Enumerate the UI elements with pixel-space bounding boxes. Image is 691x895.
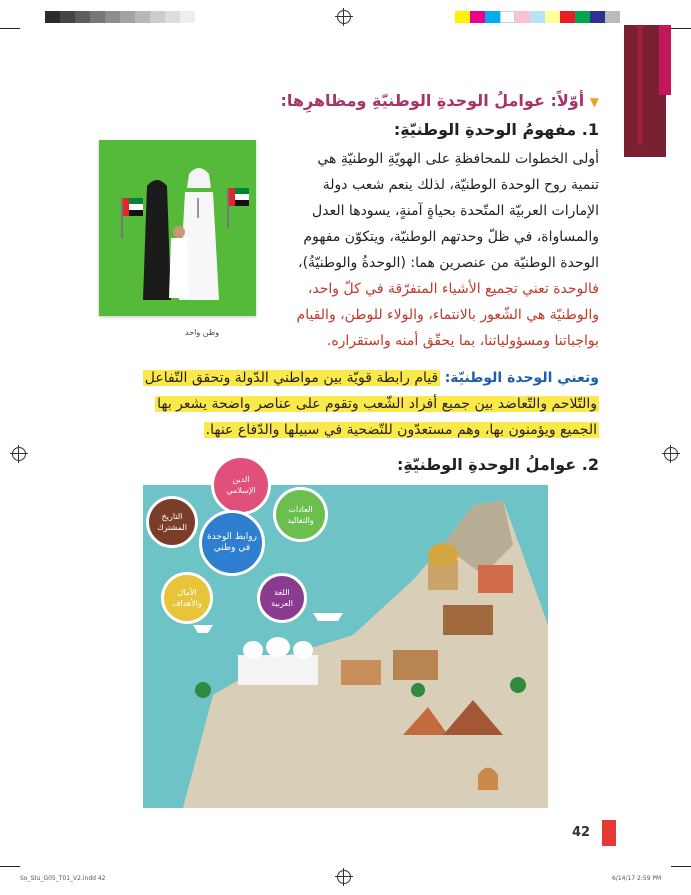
footer-file: So_Stu_G05_T01_V2.indd 42 [20,875,106,882]
text-line: تنمية روح الوحدة الوطنيّة، لذلك ينعم شعب دولة [322,177,599,193]
factor-bubble-language: اللغة العربية [257,573,307,623]
text-line-red: بواجباتنا ومسؤولياتنا، بما يحقّق أمنه واستقراره. [326,333,599,349]
page-number-bar [602,820,616,846]
subheading-factors: 2. عواملُ الوحدةِ الوطنيّةِ: [396,455,599,474]
diagram-center: روابط الوحدة في وطني [199,510,265,576]
definition-label: وتعني الوحدة الوطنيّة: [444,370,599,386]
uae-illustrated-map [143,475,548,808]
factor-bubble-history: التاريخ المشترك [146,496,198,548]
text-line: أولى الخطوات للمحافظةِ على الهويّةِ الوطنيّةِ هي [317,151,599,167]
family-illustration [99,140,256,316]
factor-bubble-customs: العادات والتقاليد [273,487,328,542]
crop-mark [0,866,20,867]
chapter-side-tab-accent [659,25,671,95]
subheading-concept: 1. مفهومُ الوحدةِ الوطنيّةِ: [393,120,599,139]
crop-mark [671,28,691,29]
highlighted-text: والتّلاحم والتّعاضد بين جميع أفراد الشّعب وتقوم على عناصر واضحة يشعر بها [157,396,597,412]
text-line [99,391,599,417]
factor-bubble-hopes: الآمال والأهداف [161,572,213,624]
text-line [99,417,599,443]
registration-mark-top [337,10,351,24]
page-number: 42 [572,825,591,840]
factor-bubble-religion: الدين الإسلامي [211,455,271,515]
text-line-red: فالوحدة تعني تجميع الأشياء المتفرّقة في كلّ واحد، [307,281,599,297]
footer-date: 6/14/17 2:59 PM [612,875,662,882]
registration-mark-right [664,447,678,461]
registration-mark-left [12,447,26,461]
text-line [99,365,599,391]
photo-caption: وطن واحد [185,328,220,337]
highlighted-text: قيام رابطة قويّة بين مواطني الدّولة وتحقق التّفاعل [144,370,439,386]
section-heading: ▼ أوّلاً: عواملُ الوحدةِ الوطنيّةِ ومظاهرِها: [280,91,599,110]
text-line: الوحدة الوطنيّة من عنصرين هما: (الوحدةُ والوطنيّةُ)، [298,255,599,271]
definition-paragraph [99,365,599,443]
crop-mark [0,28,20,29]
registration-mark-bottom [337,870,351,884]
triangle-bullet-icon: ▼ [589,95,599,109]
crop-mark [671,866,691,867]
family-flags-photo [99,140,256,316]
text-line-red: والوطنيّة هي الشّعور بالانتماء، والولاء للوطن، والقيام [296,307,599,323]
text-line: والمساواة، في ظلّ وحدتهم الوطنيّة، ويتكوّن مفهوم [303,229,599,245]
concept-paragraph [273,146,599,354]
chapter-side-tab-line [638,25,642,145]
text-line: الإمارات العربيّة المتّحدة بحياةٍ آمنةٍ، يسودها العدل [312,203,599,219]
highlighted-text: الجميع ويؤمنون بها، وهم مستعدّون للتّضحية في سبيلها والدّفاع عنها. [205,422,597,438]
